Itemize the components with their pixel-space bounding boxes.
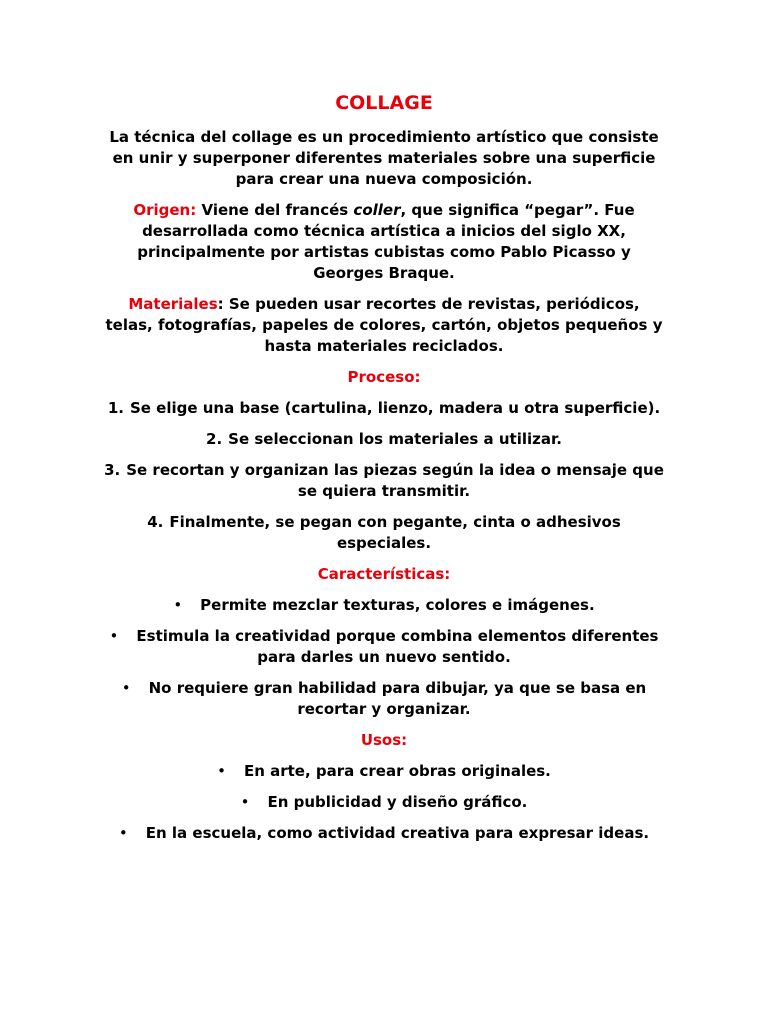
step-text: Se elige una base (cartulina, lienzo, madera u otra superficie). [129, 399, 661, 417]
materials-label: Materiales [128, 295, 218, 313]
characteristic-item [104, 678, 664, 720]
use-item [104, 792, 664, 813]
use-text: En la escuela, como actividad creativa para expresar ideas. [145, 824, 650, 842]
origin-italic-word: coller [353, 201, 401, 219]
document-title: COLLAGE [335, 92, 433, 114]
use-text: En arte, para crear obras originales. [243, 762, 551, 780]
bullet-icon: • [173, 596, 183, 614]
characteristics-heading: Características: [317, 565, 451, 583]
bullet-icon: • [118, 824, 128, 842]
step-text: Se recortan y organizan las piezas según la idea o mensaje que se quiera transmitir. [126, 461, 664, 500]
characteristic-item [104, 595, 664, 616]
step-number: 3. [104, 461, 121, 479]
uses-heading: Usos: [360, 731, 408, 749]
bullet-icon: • [240, 793, 250, 811]
process-step [104, 398, 664, 419]
step-number: 2. [206, 430, 223, 448]
step-number: 4. [147, 513, 164, 531]
intro-paragraph: La técnica del collage es un procedimiento artístico que consiste en unir y superponer diferentes materiales sobre una superficie para crear una nueva composición. [109, 128, 659, 188]
origin-text-after: , que significa “pegar”. Fue desarrollada como técnica artística a inicios del siglo XX, principalmente por artistas cubistas como Pablo Picasso y Georges Braque. [137, 201, 635, 282]
step-text: Finalmente, se pegan con pegante, cinta o adhesivos especiales. [169, 513, 621, 552]
characteristic-text: Estimula la creatividad porque combina elementos diferentes para darles un nuevo sentido. [136, 627, 659, 666]
bullet-icon: • [217, 762, 226, 780]
origin-text-before: Viene del francés [196, 201, 354, 219]
origin-label: Origen: [133, 201, 197, 219]
process-step [104, 460, 664, 502]
use-item [104, 823, 664, 844]
document-body [104, 127, 664, 844]
process-step [104, 512, 664, 554]
materials-paragraph [104, 294, 664, 357]
materials-text: : Se pueden usar recortes de revistas, periódicos, telas, fotografías, papeles de colores, cartón, objetos pequeños y hasta materiales reciclados. [105, 295, 663, 355]
process-heading: Proceso: [347, 368, 421, 386]
use-item [104, 761, 664, 782]
bullet-icon: • [109, 627, 119, 645]
characteristic-item [104, 626, 664, 668]
origin-paragraph [104, 200, 664, 284]
characteristic-text: Permite mezclar texturas, colores e imágenes. [200, 596, 595, 614]
process-step [104, 429, 664, 450]
bullet-icon: • [121, 679, 131, 697]
use-text: En publicidad y diseño gráfico. [267, 793, 528, 811]
characteristic-text: No requiere gran habilidad para dibujar, ya que se basa en recortar y organizar. [148, 679, 647, 718]
step-text: Se seleccionan los materiales a utilizar. [228, 430, 562, 448]
step-number: 1. [107, 399, 124, 417]
